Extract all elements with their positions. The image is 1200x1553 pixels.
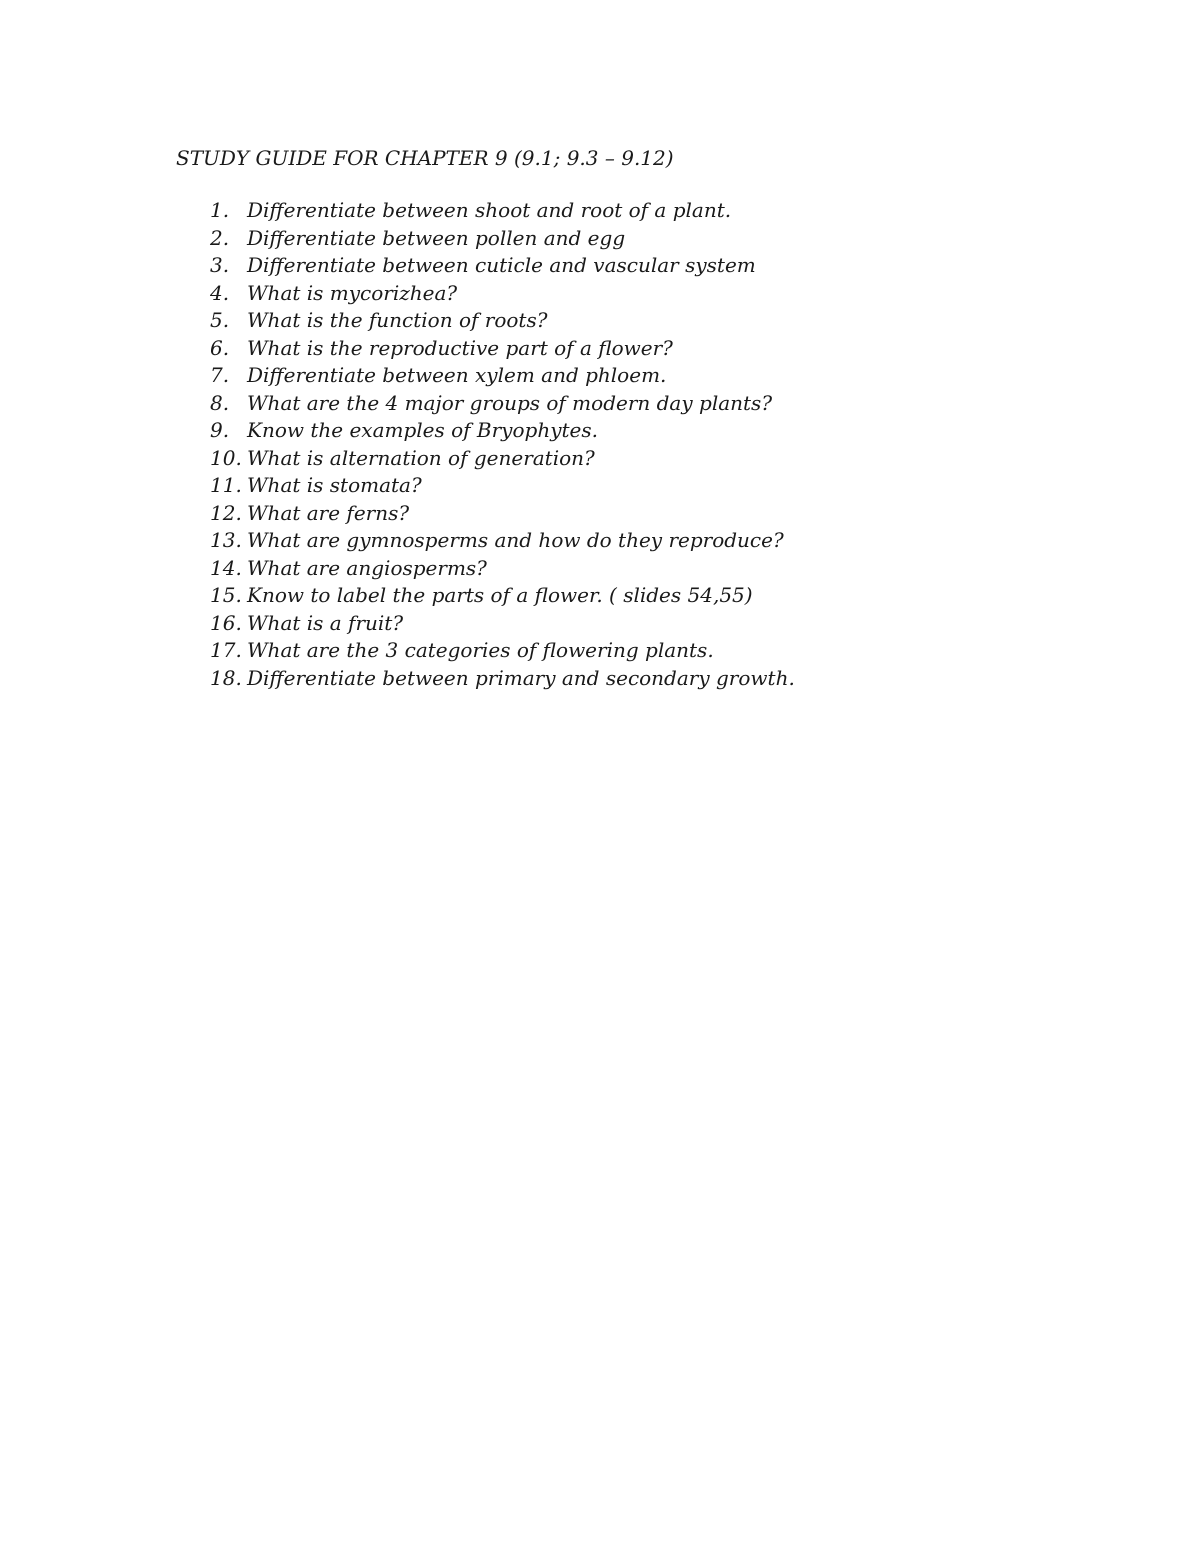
question-number: 4. bbox=[210, 280, 230, 305]
question-item bbox=[210, 225, 795, 253]
question-item bbox=[210, 610, 795, 638]
question-number: 5. bbox=[210, 308, 230, 332]
question-text: What are gymnosperms and how do they reproduce? bbox=[247, 528, 784, 552]
question-number: 16. bbox=[210, 610, 242, 635]
question-text: What are the 3 categories of flowering plants. bbox=[247, 638, 714, 662]
question-number: 11. bbox=[210, 473, 242, 497]
question-item bbox=[210, 280, 795, 308]
question-text: What is alternation of generation? bbox=[247, 445, 595, 470]
question-item bbox=[210, 252, 795, 280]
question-number: 12. bbox=[210, 500, 242, 525]
question-number: 3. bbox=[210, 253, 230, 277]
question-item bbox=[210, 417, 795, 445]
question-text: Know to label the parts of a flower. ( slides 54,55) bbox=[247, 583, 753, 607]
question-number: 7. bbox=[210, 363, 230, 387]
question-item bbox=[210, 555, 795, 583]
question-list bbox=[210, 197, 795, 692]
question-item bbox=[210, 582, 795, 610]
question-text: What are the 4 major groups of modern day plants? bbox=[247, 390, 773, 415]
question-text: Differentiate between xylem and phloem. bbox=[247, 363, 667, 387]
question-number: 14. bbox=[210, 555, 242, 580]
question-text: Differentiate between cuticle and vascular system bbox=[247, 253, 756, 277]
question-text: What is mycorizhea? bbox=[247, 280, 458, 305]
document-title: STUDY GUIDE FOR CHAPTER 9 (9.1; 9.3 – 9.12) bbox=[176, 146, 674, 170]
question-item bbox=[210, 500, 795, 528]
question-text: Differentiate between shoot and root of a plant. bbox=[247, 198, 732, 222]
question-text: What is stomata? bbox=[247, 473, 422, 497]
question-item bbox=[210, 637, 795, 665]
question-number: 13. bbox=[210, 528, 242, 552]
question-item bbox=[210, 527, 795, 555]
question-number: 18. bbox=[210, 665, 242, 690]
question-number: 9. bbox=[210, 418, 230, 442]
question-number: 15. bbox=[210, 583, 242, 607]
question-text: What is the reproductive part of a flower? bbox=[247, 335, 673, 360]
question-text: Differentiate between pollen and egg bbox=[247, 225, 626, 250]
question-number: 17. bbox=[210, 638, 242, 662]
question-item bbox=[210, 390, 795, 418]
question-text: Differentiate between primary and secondary growth. bbox=[247, 665, 795, 690]
question-number: 10. bbox=[210, 445, 242, 470]
question-number: 8. bbox=[210, 390, 230, 415]
question-text: What is the function of roots? bbox=[247, 308, 548, 332]
question-text: Know the examples of Bryophytes. bbox=[247, 418, 598, 442]
question-item bbox=[210, 197, 795, 225]
question-item bbox=[210, 472, 795, 500]
question-text: What are angiosperms? bbox=[247, 555, 487, 580]
question-item bbox=[210, 445, 795, 473]
question-item bbox=[210, 665, 795, 693]
question-text: What are ferns? bbox=[247, 500, 410, 525]
question-item bbox=[210, 335, 795, 363]
question-number: 1. bbox=[210, 198, 230, 222]
question-text: What is a fruit? bbox=[247, 610, 404, 635]
question-item bbox=[210, 362, 795, 390]
question-number: 2. bbox=[210, 225, 230, 250]
question-number: 6. bbox=[210, 335, 230, 360]
question-item bbox=[210, 307, 795, 335]
